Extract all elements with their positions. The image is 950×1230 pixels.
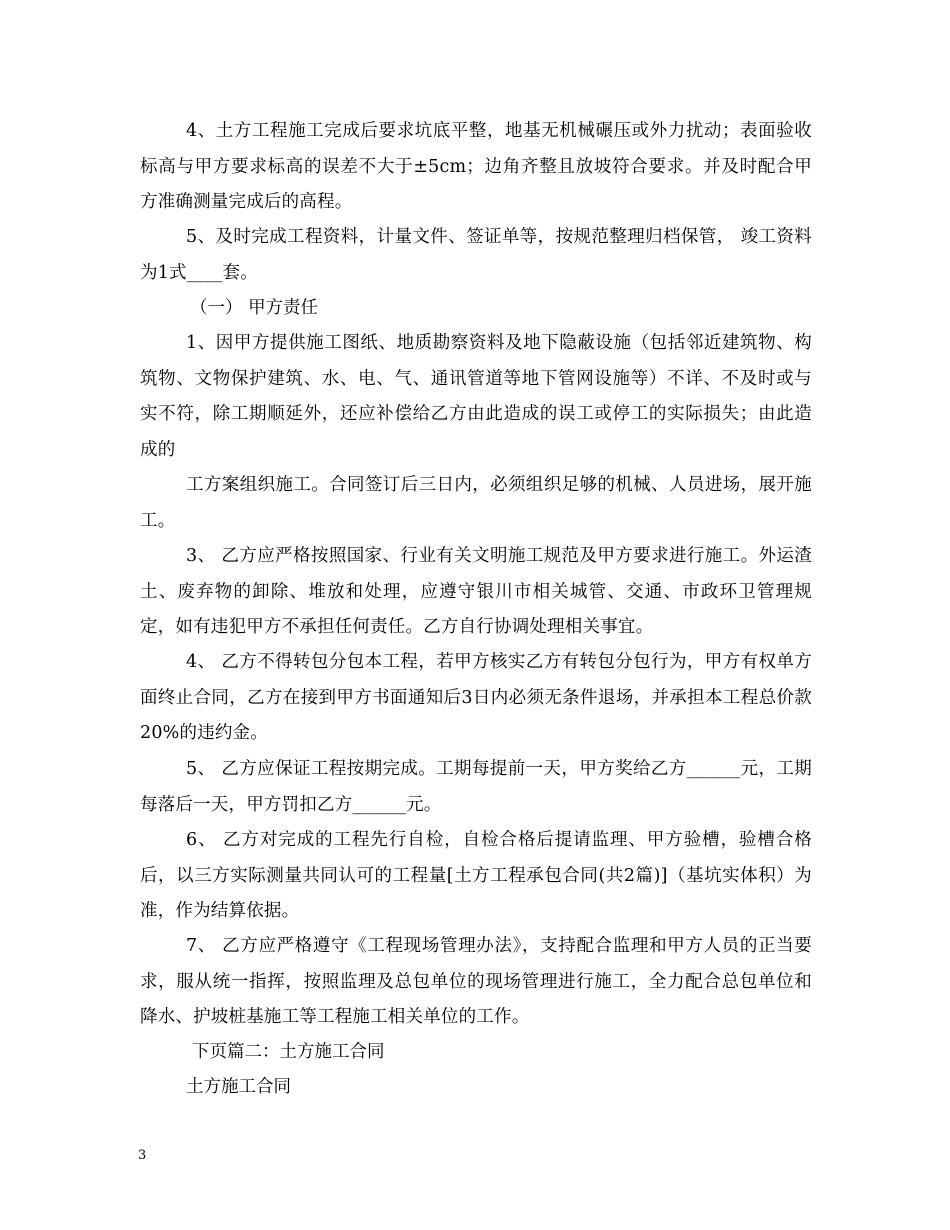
next-page-heading: 下页篇二：土方施工合同 xyxy=(192,1042,385,1062)
contract-title: 土方施工合同 xyxy=(186,1077,291,1097)
paragraph-item-6-inspection: 6、 乙方对完成的工程先行自检，自检合格后提请监理、甲方验槽，验槽合格后，以三方实际测量共同认可的工程量[土方工程承包合同(共2篇)]（基坑实体积）为准，作为结算依据。 xyxy=(140,830,812,921)
paragraph-item-3-civilized: 3、 乙方应严格按照国家、行业有关文明施工规范及甲方要求进行施工。外运渣土、废弃物的卸除、堆放和处理，应遵守银川市相关城管、交通、市政环卫管理规定，如有违犯甲方不承担任何责任。乙方自行协调处理相关事宜。 xyxy=(140,546,812,637)
paragraph-item-4-earthwork: 4、土方工程施工完成后要求坑底平整，地基无机械碾压或外力扰动；表面验收标高与甲方要求标高的误差不大于±5cm；边角齐整且放坡符合要求。并及时配合甲方准确测量完成后的高程。 xyxy=(140,121,812,212)
section-heading-party-a: （一） 甲方责任 xyxy=(190,298,319,318)
paragraph-item-7-site-management: 7、 乙方应严格遵守《工程现场管理办法》，支持配合监理和甲方人员的正当要求，服从统一指挥，按照监理及总包单位的现场管理进行施工，全力配合总包单位和降水、护坡桩基施工等工程施工相关单位的工作。 xyxy=(140,936,812,1027)
paragraph-item-4-subcontract: 4、 乙方不得转包分包本工程，若甲方核实乙方有转包分包行为，甲方有权单方面终止合同，乙方在接到甲方书面通知后3日内必须无条件退场，并承担本工程总价款20%的违约金。 xyxy=(140,652,812,743)
paragraph-item-5-records: 5、及时完成工程资料，计量文件、签证单等，按规范整理归档保管， 竣工资料为1式____套。 xyxy=(140,227,812,283)
paragraph-item-5-schedule: 5、 乙方应保证工程按期完成。工期每提前一天，甲方奖给乙方______元，工期每落后一天，甲方罚扣乙方______元。 xyxy=(140,759,812,815)
paragraph-party-a-item-1: 1、因甲方提供施工图纸、地质勘察资料及地下隐蔽设施（包括邻近建筑物、构筑物、文物保护建筑、水、电、气、通讯管道等地下管网设施等）不详、不及时或与实不符，除工期顺延外，还应补偿给乙方由此造成的误工或停工的实际损失；由此造成的 xyxy=(140,333,812,460)
page-number: 3 xyxy=(138,1148,147,1163)
paragraph-construction-plan: 工方案组织施工。合同签订后三日内，必须组织足够的机械、人员进场，展开施工。 xyxy=(140,475,812,531)
